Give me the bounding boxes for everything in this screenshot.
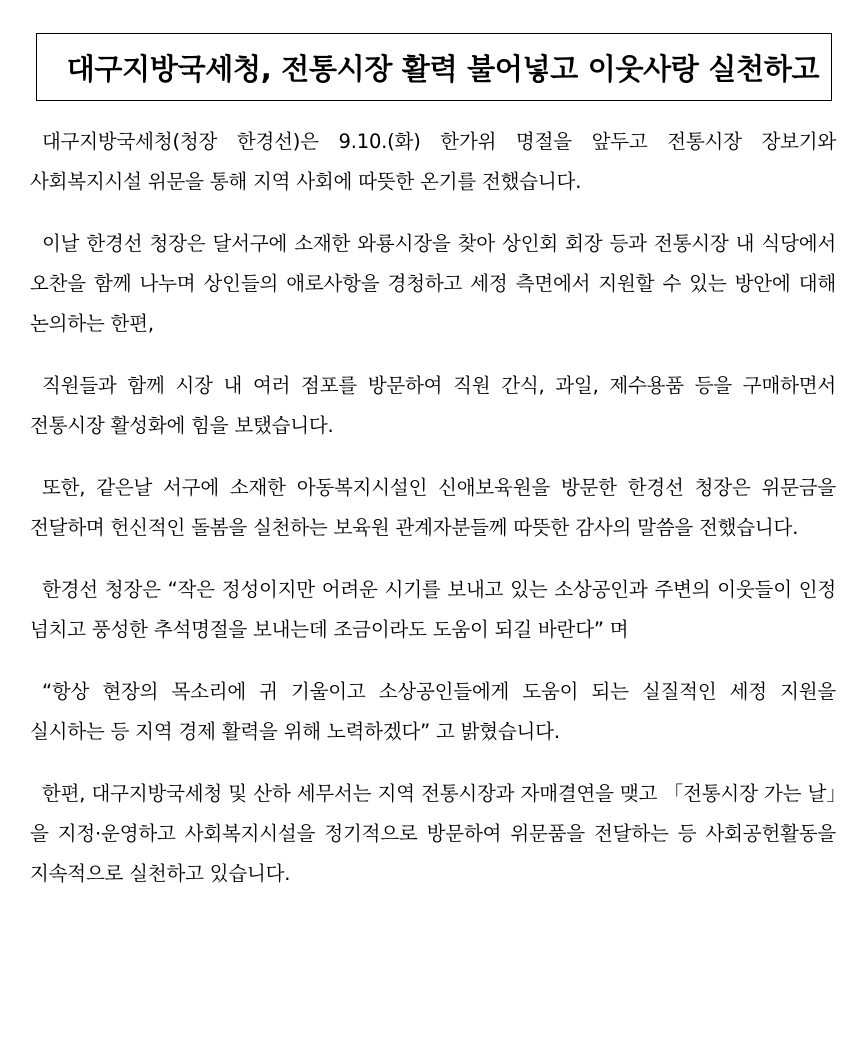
paragraph-purchases: 직원들과 함께 시장 내 여러 점포를 방문하여 직원 간식, 과일, 제수용품 등을 구매하면서 전통시장 활성화에 힘을 보탰습니다.	[30, 374, 836, 437]
document-body	[30, 122, 836, 916]
paragraph-closing: 한편, 대구지방국세청 및 산하 세무서는 지역 전통시장과 자매결연을 맺고 「전통시장 가는 날」을 지정·운영하고 사회복지시설을 정기적으로 방문하여 위문품을 전달하는 등 사회공헌활동을 지속적으로 실천하고 있습니다.	[30, 782, 836, 885]
paragraph-market-visit: 이날 한경선 청장은 달서구에 소재한 와룡시장을 찾아 상인회 회장 등과 전통시장 내 식당에서 오찬을 함께 나누며 상인들의 애로사항을 경청하고 세정 측면에서 지원할 수 있는 방안에 대해 논의하는 한편,	[30, 232, 836, 335]
title-box	[36, 33, 832, 101]
paragraph-quote-2: “항상 현장의 목소리에 귀 기울이고 소상공인들에게 도움이 되는 실질적인 세정 지원을 실시하는 등 지역 경제 활력을 위해 노력하겠다” 고 밝혔습니다.	[30, 680, 836, 743]
document-title: 대구지방국세청, 전통시장 활력 불어넣고 이웃사랑 실천하고	[66, 51, 820, 86]
paragraph-orphanage-visit: 또한, 같은날 서구에 소재한 아동복지시설인 신애보육원을 방문한 한경선 청장은 위문금을 전달하며 헌신적인 돌봄을 실천하는 보육원 관계자분들께 따뜻한 감사의 말씀을 전했습니다.	[30, 476, 836, 539]
paragraph-quote-1: 한경선 청장은 “작은 정성이지만 어려운 시기를 보내고 있는 소상공인과 주변의 이웃들이 인정 넘치고 풍성한 추석명절을 보내는데 조금이라도 도움이 되길 바란다” 며	[30, 578, 836, 641]
paragraph-intro: 대구지방국세청(청장 한경선)은 9.10.(화) 한가위 명절을 앞두고 전통시장 장보기와 사회복지시설 위문을 통해 지역 사회에 따뜻한 온기를 전했습니다.	[30, 130, 836, 193]
